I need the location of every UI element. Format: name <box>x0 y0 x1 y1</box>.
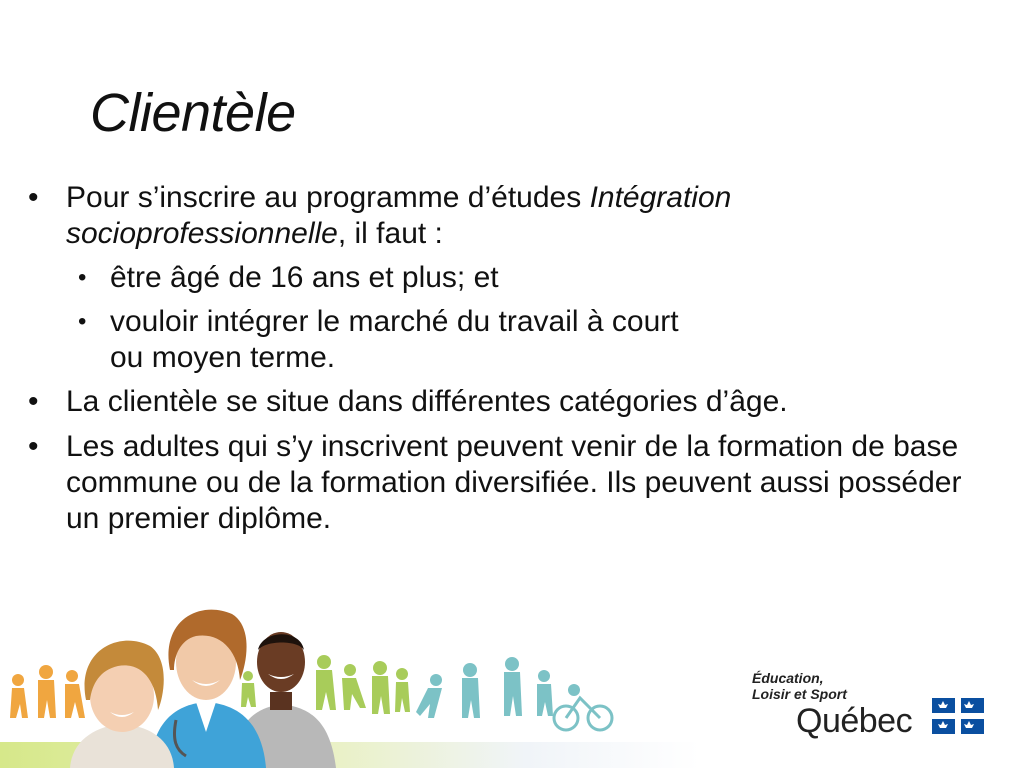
sub-bullet-item-2 <box>22 304 982 376</box>
quebec-ministry-logo <box>752 668 992 748</box>
sub-bullet-marker: • <box>78 308 87 335</box>
sub-bullet-marker: • <box>78 264 87 291</box>
sub-bullet-item-1 <box>22 260 982 296</box>
bullet-text: Pour s’inscrire au programme d’études <box>66 181 590 214</box>
logo-ministry-line-1: Éducation, <box>752 670 824 686</box>
sub-bullet-text: vouloir intégrer le marché du travail à court <box>110 305 679 338</box>
teal-silhouettes <box>416 657 612 730</box>
orange-silhouettes <box>10 665 85 718</box>
bullet-marker: • <box>28 385 39 418</box>
bullet-text: Les adultes qui s’y inscrivent peuvent venir de la formation de base commune ou de la formation diversifiée. Ils peuvent aussi posséder un premier diplôme. <box>66 430 962 535</box>
quebec-flag-icon <box>932 698 984 734</box>
logo-ministry-line-2: Loisir et Sport <box>752 686 847 702</box>
bullet-marker: • <box>28 430 39 463</box>
sub-bullet-text: ou moyen terme. <box>110 341 336 374</box>
logo-quebec-wordmark: Québec <box>796 702 913 740</box>
bullet-item-1 <box>22 180 982 252</box>
program-name: Intégration socioprofessionnelle <box>66 181 732 250</box>
slide-body <box>22 180 982 546</box>
bullet-text: , il faut : <box>337 217 443 250</box>
bullet-item-2 <box>22 384 982 420</box>
girl-photo <box>70 641 174 768</box>
sub-bullet-text: être âgé de 16 ans et plus; et <box>110 261 499 294</box>
bullet-item-3 <box>22 429 982 537</box>
bullet-text: La clientèle se situe dans différentes catégories d’âge. <box>66 385 788 418</box>
bullet-marker: • <box>28 181 39 214</box>
slide-title: Clientèle <box>90 83 296 143</box>
